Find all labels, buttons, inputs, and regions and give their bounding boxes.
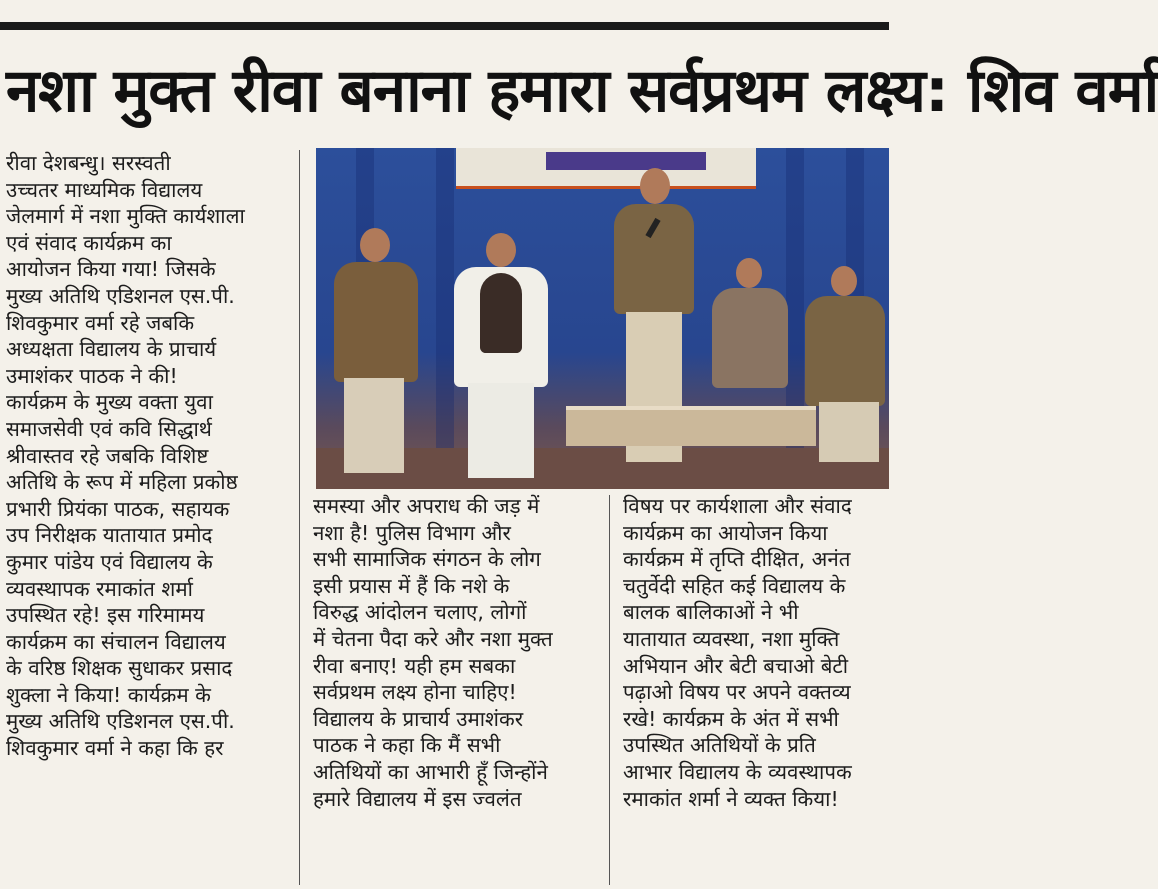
- text-line: हमारे विद्यालय में इस ज्वलंत: [313, 786, 522, 811]
- text-line: मुख्य अतिथि एडिशनल एस.पी.: [6, 283, 235, 308]
- text-line: उपस्थित रहे! इस गरिमामय: [6, 603, 205, 628]
- text-line: शिवकुमार वर्मा रहे जबकि: [6, 310, 195, 335]
- text-line: जेलमार्ग में नशा मुक्ति कार्यशाला: [6, 204, 245, 229]
- text-line: समाजसेवी एवं कवि सिद्धार्थ: [6, 416, 212, 441]
- text-line: अभियान और बेटी बचाओ बेटी: [623, 653, 849, 678]
- stage-table: [566, 406, 816, 446]
- text-line: विरुद्ध आंदोलन चलाए, लोगों: [313, 600, 527, 625]
- text-line: अतिथियों का आभारी हूँ जिन्होंने: [313, 759, 548, 784]
- text-line: शुक्ला ने किया! कार्यक्रम के: [6, 682, 211, 707]
- text-line: रीवा देशबन्धु। सरस्वती: [6, 151, 171, 175]
- top-rule: [0, 22, 889, 30]
- text-line: चतुर्वेदी सहित कई विद्यालय के: [623, 573, 846, 598]
- article-column-1: [6, 150, 282, 880]
- text-line: कुमार पांडेय एवं विद्यालय के: [6, 549, 213, 574]
- column-divider: [609, 495, 610, 885]
- text-line: सर्वप्रथम लक्ष्य होना चाहिए!: [313, 680, 517, 705]
- text-line: विषय पर कार्यशाला और संवाद: [623, 494, 852, 518]
- text-line: अध्यक्षता विद्यालय के प्राचार्य: [6, 337, 217, 362]
- text-line: श्रीवास्तव रहे जबकि विशिष्ट: [6, 443, 209, 468]
- text-line: व्यवस्थापक रमाकांत शर्मा: [6, 576, 193, 601]
- text-line: पाठक ने कहा कि मैं सभी: [313, 733, 501, 758]
- text-line: कार्यक्रम का आयोजन किया: [623, 520, 828, 545]
- column-divider: [299, 150, 300, 885]
- curtain-fold: [786, 148, 804, 448]
- text-line: कार्यक्रम के मुख्य वक्ता युवा: [6, 390, 213, 415]
- text-line: उप निरीक्षक यातायात प्रमोद: [6, 523, 213, 548]
- text-line: उमाशंकर पाठक ने की!: [6, 363, 178, 388]
- headline: नशा मुक्त रीवा बनाना हमारा सर्वप्रथम लक्ष्य: शिव वर्मा: [6, 56, 1158, 126]
- text-line: शिवकुमार वर्मा ने कहा कि हर: [6, 736, 224, 761]
- text-line: पढ़ाओ विषय पर अपने वक्तव्य: [623, 680, 851, 705]
- text-line: एवं संवाद कार्यक्रम का: [6, 230, 172, 255]
- text-line: आयोजन किया गया! जिसके: [6, 257, 216, 282]
- text-line: रमाकांत शर्मा ने व्यक्त किया!: [623, 786, 839, 811]
- text-line: प्रभारी प्रियंका पाठक, सहायक: [6, 496, 230, 521]
- text-line: इसी प्रयास में हैं कि नशे के: [313, 573, 510, 598]
- text-line: अतिथि के रूप में महिला प्रकोष्ठ: [6, 470, 238, 495]
- curtain-fold: [436, 148, 454, 448]
- text-line: में चेतना पैदा करे और नशा मुक्त: [313, 626, 553, 651]
- text-line: उच्चतर माध्यमिक विद्यालय: [6, 177, 203, 202]
- article-column-3: [623, 493, 889, 885]
- article-column-2: [313, 493, 596, 885]
- text-line: कार्यक्रम का संचालन विद्यालय: [6, 629, 226, 654]
- banner-strip: [546, 152, 706, 170]
- text-line: समस्या और अपराध की जड़ में: [313, 494, 540, 518]
- text-line: कार्यक्रम में तृप्ति दीक्षित, अनंत: [623, 547, 851, 572]
- text-line: मुख्य अतिथि एडिशनल एस.पी.: [6, 709, 235, 734]
- text-line: उपस्थित अतिथियों के प्रति: [623, 733, 816, 758]
- text-line: नशा है! पुलिस विभाग और: [313, 520, 511, 545]
- text-line: रखे! कार्यक्रम के अंत में सभी: [623, 706, 839, 731]
- text-line: आभार विद्यालय के व्यवस्थापक: [623, 759, 852, 784]
- text-line: विद्यालय के प्राचार्य उमाशंकर: [313, 706, 524, 731]
- news-photo: [316, 148, 889, 489]
- text-line: रीवा बनाए! यही हम सबका: [313, 653, 516, 678]
- text-line: के वरिष्ठ शिक्षक सुधाकर प्रसाद: [6, 656, 233, 681]
- text-line: बालक बालिकाओं ने भी: [623, 600, 799, 625]
- text-line: यातायात व्यवस्था, नशा मुक्ति: [623, 626, 840, 651]
- text-line: सभी सामाजिक संगठन के लोग: [313, 547, 541, 572]
